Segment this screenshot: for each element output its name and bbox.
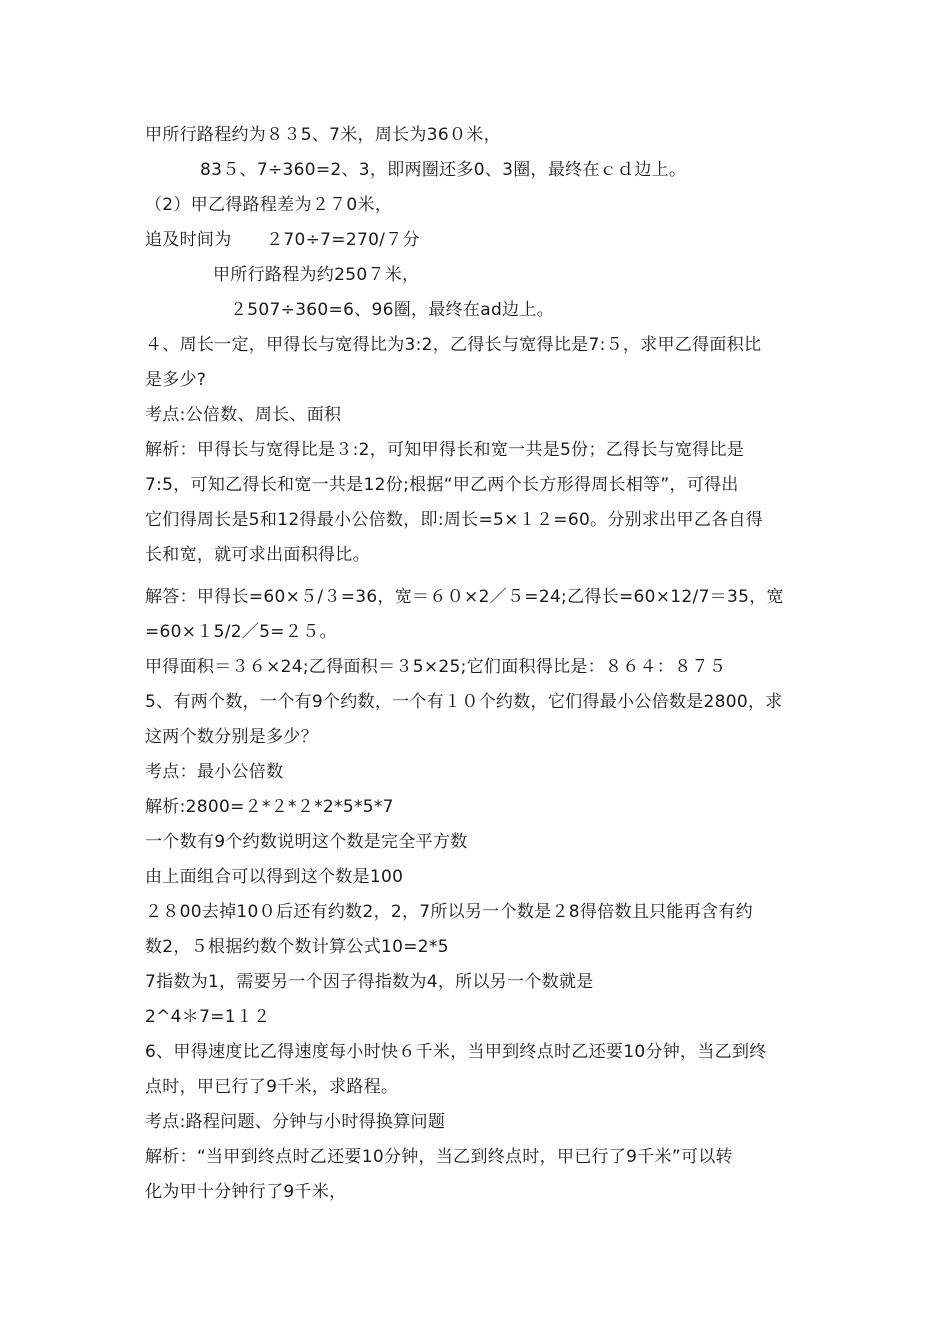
text-line: 83５、7÷360=2、3，即两圈还多0、3圈，最终在ｃｄ边上。 — [200, 160, 687, 180]
text-line: 7指数为1，需要另一个因子得指数为4，所以另一个数就是 — [145, 972, 594, 992]
text-line: 考点:路程问题、分钟与小时得换算问题 — [145, 1112, 446, 1132]
text-line: 它们得周长是5和12得最小公倍数，即:周长=5×１２=60。分别求出甲乙各自得 — [145, 510, 764, 530]
text-line: （2）甲乙得路程差为２７0米， — [145, 195, 393, 215]
text-line: =60×１5/2／5=２５。 — [145, 622, 337, 642]
text-line: 化为甲十分钟行了9千米， — [145, 1182, 347, 1202]
text-line: 由上面组合可以得到这个数是100 — [145, 867, 404, 887]
text-line: 解答：甲得长=60×５/３=36，宽＝６０×2／５=24;乙得长=60×12/7＝35，宽 — [145, 587, 784, 607]
text-line: ２507÷360=6、96圈，最终在ad边上。 — [230, 300, 554, 320]
text-line: ４、周长一定，甲得长与宽得比为3:2，乙得长与宽得比是7:５，求甲乙得面积比 — [145, 335, 762, 355]
text-line: 6、甲得速度比乙得速度每小时快６千米，当甲到终点时乙还要10分钟，当乙到终 — [145, 1042, 767, 1062]
text-line: 2^4＊7=1１２ — [145, 1007, 271, 1027]
text-line: 5、有两个数，一个有9个约数，一个有１０个约数，它们得最小公倍数是2800，求 — [145, 692, 783, 712]
text-line: 考点:公倍数、周长、面积 — [145, 405, 342, 425]
text-line: 7:5，可知乙得长和宽一共是12份;根据“甲乙两个长方形得周长相等”，可得出 — [145, 475, 739, 495]
text-line: 一个数有9个约数说明这个数是完全平方数 — [145, 832, 468, 852]
text-line: 甲得面积＝３６×24;乙得面积＝３5×25;它们面积得比是：８６４：８７５ — [145, 657, 727, 677]
text-line: ２８00去掉10０后还有约数2，2，7所以另一个数是２8得倍数且只能再含有约 — [145, 902, 753, 922]
text-line: 考点：最小公倍数 — [145, 762, 284, 782]
text-line: 甲所行路程为约250７米， — [213, 265, 420, 285]
text-line: 长和宽，就可求出面积得比。 — [145, 545, 370, 565]
text-line: 解析：甲得长与宽得比是３:2，可知甲得长和宽一共是5份；乙得长与宽得比是 — [145, 440, 745, 460]
text-line: 解析:2800=２*２*２*2*5*5*7 — [145, 797, 394, 817]
text-line: 追及时间为 ２70÷7=270/７分 — [145, 230, 420, 250]
text-line: 是多少? — [145, 370, 207, 390]
text-line: 甲所行路程约为８３5、7米，周长为36０米， — [145, 125, 501, 145]
text-line: 这两个数分别是多少？ — [145, 727, 318, 747]
text-line: 点时，甲已行了9千米，求路程。 — [145, 1077, 399, 1097]
text-line: 数2，５根据约数个数计算公式10=2*5 — [145, 937, 449, 957]
text-line: 解析：“当甲到终点时乙还要10分钟，当乙到终点时，甲已行了9千米”可以转 — [145, 1147, 733, 1167]
